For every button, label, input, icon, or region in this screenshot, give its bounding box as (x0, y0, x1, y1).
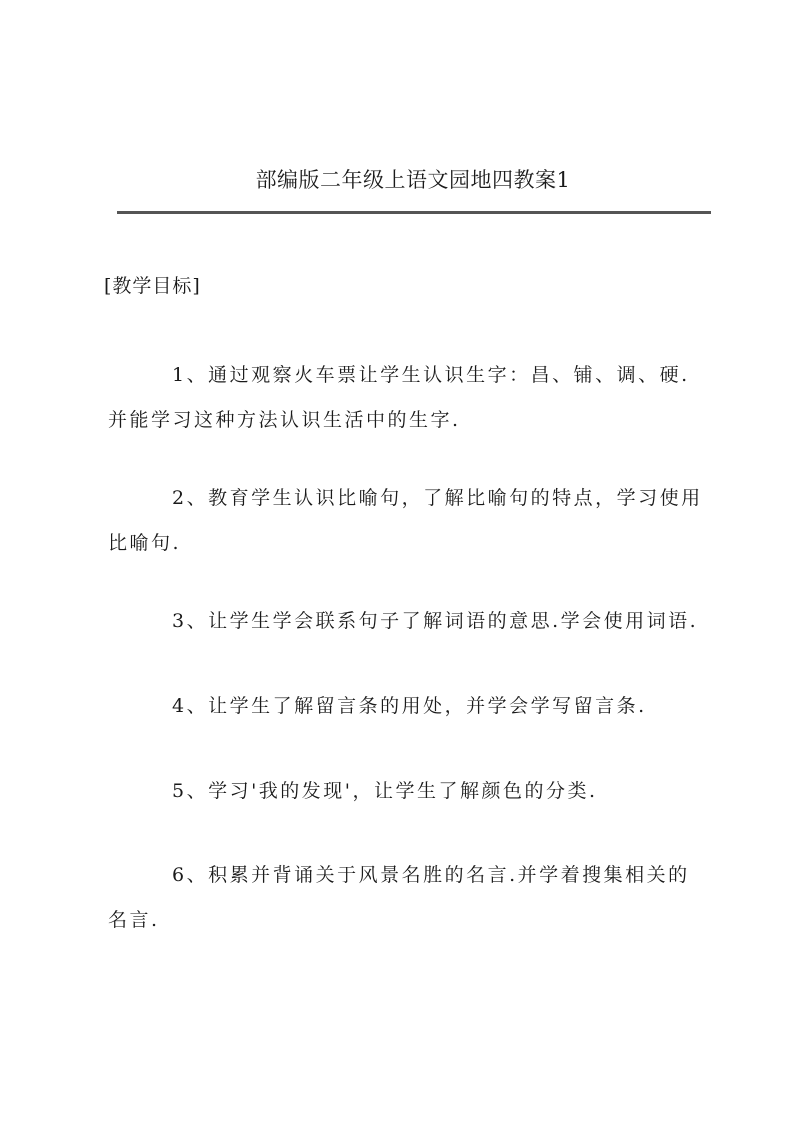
objective-3: 3、让学生学会联系句子了解词语的意思.学会使用词语. (172, 610, 699, 632)
objective-5: 5、学习'我的发现'，让学生了解颜色的分类. (172, 780, 598, 802)
objective-1: 1、通过观察火车票让学生认识生字：昌、铺、调、硬.并能学习这种方法认识生活中的生字. (108, 364, 690, 431)
section-heading-teaching-objectives: [教学目标] (104, 275, 201, 297)
objective-2: 2、教育学生认识比喻句，了解比喻句的特点，学习使用比喻句. (108, 487, 703, 554)
objective-4: 4、让学生了解留言条的用处，并学会学写留言条. (172, 695, 647, 717)
objective-6: 6、积累并背诵关于风景名胜的名言.并学着搜集相关的名言. (108, 864, 690, 931)
title-divider (117, 211, 711, 214)
document-title: 部编版二年级上语文园地四教案1 (255, 168, 571, 192)
